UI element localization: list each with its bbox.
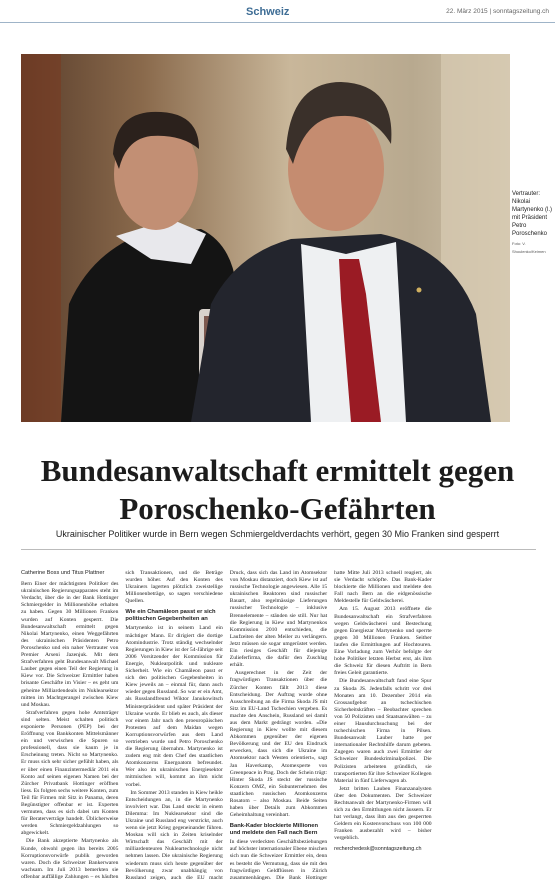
paragraph: Die Bundesanwaltschaft fand eine Spur zu Skoda JS. Jedenfalls schritt vor drei Monaten am 10. Dezember 2014 ein Grossaufgebot an tschechischen Sicherheitskräften – Beobachter sprechen von 50 Polizisten und Staatsanwälten – zu einer Hausdurchsuchung bei der tschechischen Firma in Pilsen. Bundesanwalt Lauber hatte per internationaler Rechtshilfe darum gebeten. Zugegen waren auch zwei Ermittler der Schweizer Bundeskriminalpolizei. Die Polizisten arbeiteten gründlich, sie transportierten für ihre Schweizer Kollegen Material in fünf Lieferwagen ab. [334,678,432,784]
byline: Catherine Boss und Titus Plattner [21,570,105,576]
paragraph: Die Bank akzeptierte Martynenko als Kunde, obwohl gegen ihn bereits 2005 Korruptionsvorwürfe publik geworden waren. Doch die Schweizer Bankerwaren wachsam. Im Juli 2013 bemerkten sie offenbar auffällige Zahlungen – es häuften sich Transaktionen, und die Beträge wurden höher. Auf den Konten des Ukrainers lagerten plötzlich zweistellige Millionenbeträge, so sagen verschiedene Quellen. [21,570,223,880]
paragraph: Bern Einer der mächtigsten Politiker des ukrainischen Regierungsapparates steht im Verdacht, über die in der Bank Hottinger Schmiergelder in Millionenhöhe erhalten zu haben. Gegen 30 Millionen Franken wurden auf Konten gesperrt. Die Bundesanwaltschaft ermittelt gegen Nikolai Martynenko, einen Weggefährten des ukrainischen Präsidenten Petro Poroschenko und ein naher Vertrauter von Premier Arseni Jazenjuk. Mit dem Strafverfahren geht Bundesanwalt Michael Lauber gegen einen Teil der Regierung in Kiew vor. Die Schweizer Ermittler haben brisante Geschäfte im Visier – es geht um geheime Milliardendeals im Nuklearsektor mitten im Machtgerangel zwischen Kiew und Moskau. [21,581,119,708]
divider [21,549,536,550]
section-label[interactable]: Schweiz [246,6,290,18]
caption-text: Vertrauter: Nikolai Martynenko (l.) mit Präsident Petro Poroschenko [512,191,553,237]
paragraph: In diese verdeckten Geschäftsbeziehungen auf höchster internationaler Ebene mischen sich nun die Schweizer Ermittler ein, denn es besteht die Vermutung, dass sie mit den fragwürdigen Geldflüssen in Zürich zusammenhängen. Die Bank Hottinger hatte Mitte Juli 2013 schnell reagiert, als sie Verdacht schöpfte. Das Bank-Kader blockierte die Millionen und meldete den Fall nach Bern an die eidgenössische Meldestelle für Geldwäscherei. [229,570,432,881]
page-header [0,0,555,23]
article-headline [0,452,555,528]
photo-caption [512,190,554,256]
paragraph: Im Sommer 2013 standen in Kiew heikle Entscheidungen an, in die Martynenko involviert war. Das Land steckt in einem Dilemma: Im Nuklearsektor sind die Ukraine und Russland eng verstrickt, auch wenn sie jetzt Krieg gegeneinander führen. Moskau will sich in Zeiten kriselnder Wirtschaft das Geschäft mit der milliardenteuren Nukleartechnologie nicht nehmen lassen. Die ukrainische Regierung wiederum muss sich heute gegenüber der Bevölkerung zwar unabhängig von Russland zeigen, auch die EU macht Druck, dass sich das Land im Atomsektor von Moskau distanziert, doch Kiew ist auf russische Technologie angewiesen. Alle 15 ukrainischen Reaktoren sind russischer Bauart, also regelmässige Lieferungen russischer Technologie – inklusive Brennelemente – ständen sie still. Nur hat die Regierung in Kiew und Martynenkos Kommission 2010 entschieden, die Laufzeiten der alten Meiler zu verlängern. Jetzt müssen sie sogar umgerüstet werden. Ein riesiges Geschäft für diejenige Zulieferfirma, die dafür den Zuschlag erhält. [125,570,328,881]
article-photo [21,54,510,422]
issue-date: 22. März 2015 | sonntagszeitung.ch [446,8,549,15]
subheading: Wie ein Chamäleon passt er sich politischen Gegebenheiten an [125,609,216,623]
article-body [21,570,536,888]
headline-line-1: Bundesanwaltschaft ermittelt gegen [40,453,515,488]
paragraph: Strafverfahren gegen hohe Amtsträger sind selten. Meist schalten politisch exponierte Personen (PEP) bei der Eröffnung von Bankkonten Mittelsmänner ein und verwischen die Spuren so professionell, dass sie kaum je in Erscheinung treten. Nicht so Martynenko. Er muss sich sehr sicher gefühlt haben, als er über einen Finanzintermediär 2011 ein Konto auf seinen eigenen Namen bei der Zürcher Privatbank Hottinger eröffnen liess. Es folgten sechs weitere Konten, zum Teil für Firmen mit Sitz in Panama, deren Begünstigter offenbar er ist. Experten vermuten, dass es sich dabei um Konten für Beraterverträge handelt. Üblicherweise werden Schmiergeldzahlungen so abgewickelt. [21,709,119,837]
photo-illustration [21,54,510,422]
paragraph: Jetzt britten Lauben Finanzanalysten über den Dokumenten. Der Schweizer Rechtsanwalt der Martynenko-Firmen will sich zu den Ermittlungen nicht äussern. Er hat verlangt, dass ihm aus den gesperrten Geldern ein Kostenvorschuss von 100 000 Franken ausbezahlt wird – bisher vergeblich. [334,785,432,842]
paragraph: Am 15. August 2013 eröffnete die Bundesanwaltschaft ein Strafverfahren wegen Geldwäscherei und Bestechung gegen Energiezar Martynenko und sperrte gegen 30 Millionen Franken. Seither laufen die Ermittlungen auf Hochtouren. Eine Vorladung zum Verhör befolgte der hohe Politiker letzten Herbst erst, als ihm die Schweiz für diesen Auftritt in Bern freies Geleit garantierte. [334,606,432,677]
subheading: Bank-Kader blockierte Millionen und meldete den Fall nach Bern [229,823,319,837]
paragraph: Martynenko ist in seinem Land ein mächtiger Mann. Er dirigiert die dortige Atomindustrie. Trotz ständig wechselnder Regierungen in Kiew ist der 54-Jährige seit 2006 Vorsitzender der Kommission für Energie, Nuklearpolitik und nukleare Sicherheit. Wie ein Chamäleon passt er sich den politischen Gegebenheiten in Kiew jeweils an – einmal für, dann auch wieder gegen Russland. So war er ein Amt, als Russlandfreund Wiktor Janukowitsch Ministerpräsident und später Präsident der Ukraine wurde. Er blieb es auch, als dieser vor einem Jahr nach den proeuropäischen Protesten auf dem Maidan wegen Korruptionsvorwürfen aus dem Land vertrieben wurde und Petro Poroschenko die Regierung übernahm. Martynenko ist zudem eng mit dem Chef des staatlichen Atomkonzerns Energoatom befreundet. Wer also im ukrainischen Energiesektor mitmischen will, kommt an ihm nicht vorbei. [125,625,223,788]
headline-line-2: Poroschenko-Gefährten [119,491,436,526]
photo-credit: Foto: V. Shoulenko/Keimen [512,241,546,254]
article-subheadline: Ukrainischer Politiker wurde in Bern wegen Schmiergeldverdachts verhört, gegen 30 Mio Franken sind gesperrt [55,529,500,539]
paragraph: Ausgerechnet in der Zeit der fragwürdigen Transaktionen über die Zürcher Konten fällt 2013 diese Entscheidung. Der Auftrag wurde ohne Ausschreibung an die Firma Skoda JS mit Sitz im EU-Land Tschechien vergeben. Es machte den Anschein, Russland sei damit aus dem Markt gedrängt worden. «Die Regierung in Kiew wollte mit diesem Abkommen gegenüber der eigenen Bevölkerung und der EU den Eindruck erwecken, dass sich die Ukraine im Atomsektor nach Westen orientiert», sagt Jan Haverkamp, Atomexperte von Greenpeace in Prag. Doch der Schein trügt: Hinter Skoda JS steckt der russische Konzern OMZ, ein Subunternehmen des staatlichen russischen Atomkonzerns Rosatom – also Moskau. Beide Seiten haben über Details zum Abkommen Geheimhaltung vereinbart. [229,670,328,819]
author-email[interactable]: recherchedesk@sonntagszeitung.ch [334,845,422,852]
